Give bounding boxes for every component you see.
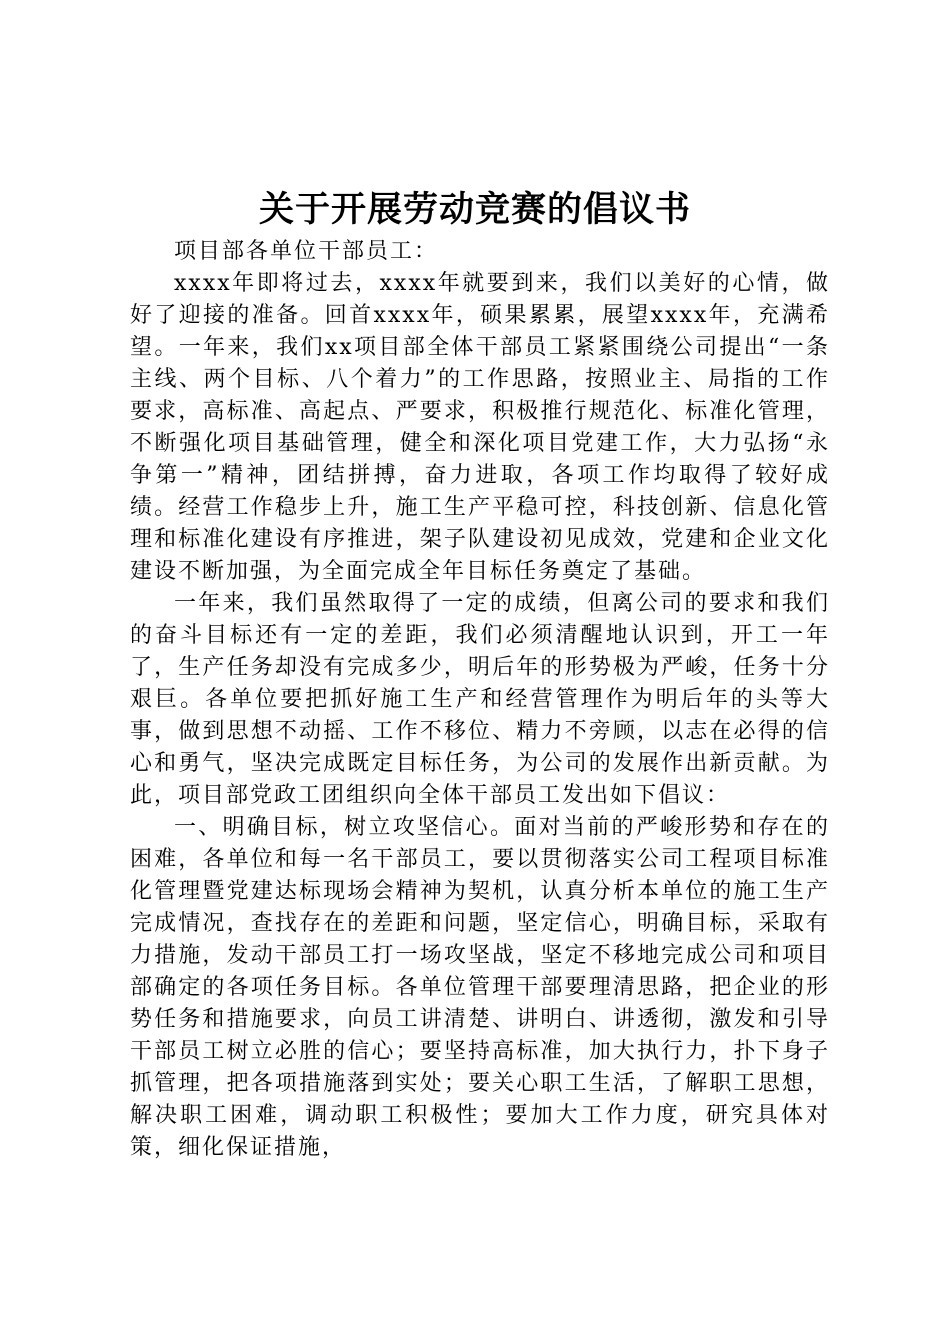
document-title: 关于开展劳动竞赛的倡议书 bbox=[258, 189, 691, 230]
paragraph-2: 一年来，我们虽然取得了一定的成绩，但离公司的要求和我们的奋斗目标还有一定的差距，我们必须清醒地认识到，开工一年了，生产任务却没有完成多少，明后年的形势极为严峻，任务十分艰巨。各单位要把抓好施工生产和经营管理作为明后年的头等大事，做到思想不动摇、工作不移位、精力不旁顾，以志在必得的信心和勇气，坚决完成既定目标任务，为公司的发展作出新贡献。为此，项目部党政工团组织向全体干部员工发出如下倡议： bbox=[130, 591, 830, 808]
salutation: 项目部各单位干部员工： bbox=[174, 239, 439, 264]
document-body bbox=[130, 236, 830, 1164]
paragraph-3: 一、明确目标，树立攻坚信心。面对当前的严峻形势和存在的困难，各单位和每一名干部员工，要以贯彻落实公司工程项目标准化管理暨党建达标现场会精神为契机，认真分析本单位的施工生产完成情况，查找存在的差距和问题，坚定信心，明确目标，采取有力措施，发动干部员工打一场攻坚战，坚定不移地完成公司和项目部确定的各项任务目标。各单位管理干部要理清思路，把企业的形势任务和措施要求，向员工讲清楚、讲明白、讲透彻，激发和引导干部员工树立必胜的信心；要坚持高标准，加大执行力，扑下身子抓管理，把各项措施落到实处；要关心职工生活，了解职工思想，解决职工困难，调动职工积极性；要加大工作力度，研究具体对策，细化保证措施， bbox=[130, 815, 830, 1160]
paragraph-1: xxxx年即将过去，xxxx年就要到来，我们以美好的心情，做好了迎接的准备。回首xxxx年，硕果累累，展望xxxx年，充满希望。一年来，我们xx项目部全体干部员工紧紧围绕公司提出“一条主线、两个目标、八个着力”的工作思路，按照业主、局指的工作要求，高标准、高起点、严要求，积极推行规范化、标准化管理，不断强化项目基础管理，健全和深化项目党建工作，大力弘扬“永争第一”精神，团结拼搏，奋力进取，各项工作均取得了较好成绩。经营工作稳步上升，施工生产平稳可控，科技创新、信息化管理和标准化建设有序推进，架子队建设初见成效，党建和企业文化建设不断加强，为全面完成全年目标任务奠定了基础。 bbox=[130, 271, 830, 584]
